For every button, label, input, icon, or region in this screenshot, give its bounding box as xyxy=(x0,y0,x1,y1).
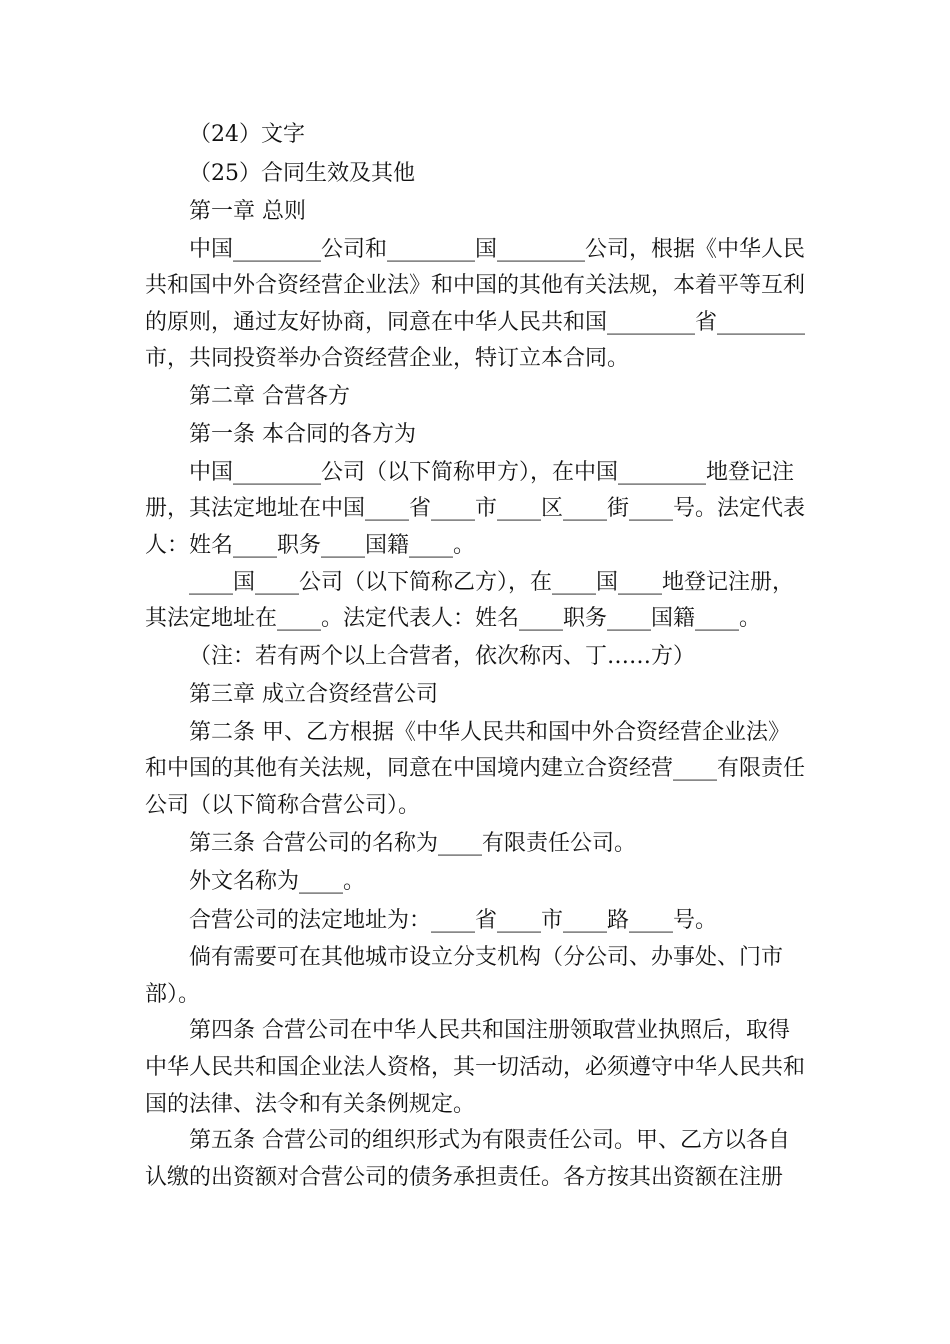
foreign-name-paragraph: 外文名称为____。 xyxy=(189,869,366,895)
toc-item-25: （25）合同生效及其他 xyxy=(189,160,415,186)
article-3-paragraph: 第三条 合营公司的名称为____有限责任公司。 xyxy=(189,830,636,856)
branch-paragraph: 倘有需要可在其他城市设立分支机构（分公司、办事处、门市部）。 xyxy=(145,945,784,1007)
article-1-heading: 第一条 本合同的各方为 xyxy=(189,422,416,448)
legal-address-paragraph: 合营公司的法定地址为：____省____市____路____号。 xyxy=(189,907,718,933)
preamble-paragraph: 中国________公司和________国________公司，根据《中华人民共和国中外合资经营企业法》和中国的其他有关法规，本着平等互利的原则，通过友好协商，同意在中华人民共和国________省________市，共同投资举办合资经营企业，特订立本合同。 xyxy=(145,236,806,372)
toc-item-24: （24）文字 xyxy=(189,122,305,147)
article-2-paragraph: 第二条 甲、乙方根据《中华人民共和国中外合资经营企业法》和中国的其他有关法规，同意在中国境内建立合资经营____有限责任公司（以下简称合营公司）。 xyxy=(145,719,806,819)
chapter-3-heading: 第三章 成立合资经营公司 xyxy=(189,682,438,708)
chapter-1-heading: 第一章 总则 xyxy=(189,199,306,224)
chapter-2-heading: 第二章 合营各方 xyxy=(189,383,350,409)
party-b-paragraph: ____国____公司（以下简称乙方），在____国____地登记注册，其法定地址在____。法定代表人：姓名____职务____国籍____。 xyxy=(145,569,795,632)
party-a-paragraph: 中国________公司（以下简称甲方），在中国________地登记注册，其法定地址在中国____省____市____区____街____号。法定代表人：姓名____职务____国籍____。 xyxy=(145,459,806,559)
document-body xyxy=(145,116,810,1196)
article-5-paragraph: 第五条 合营公司的组织形式为有限责任公司。甲、乙方以各自认缴的出资额对合营公司的债务承担责任。各方按其出资额在注册 xyxy=(145,1128,790,1190)
article-4-paragraph: 第四条 合营公司在中华人民共和国注册领取营业执照后，取得中华人民共和国企业法人资格，其一切活动，必须遵守中华人民共和国的法律、法令和有关条例规定。 xyxy=(145,1018,806,1117)
parties-note: （注：若有两个以上合营者，依次称丙、丁……方） xyxy=(189,643,696,669)
